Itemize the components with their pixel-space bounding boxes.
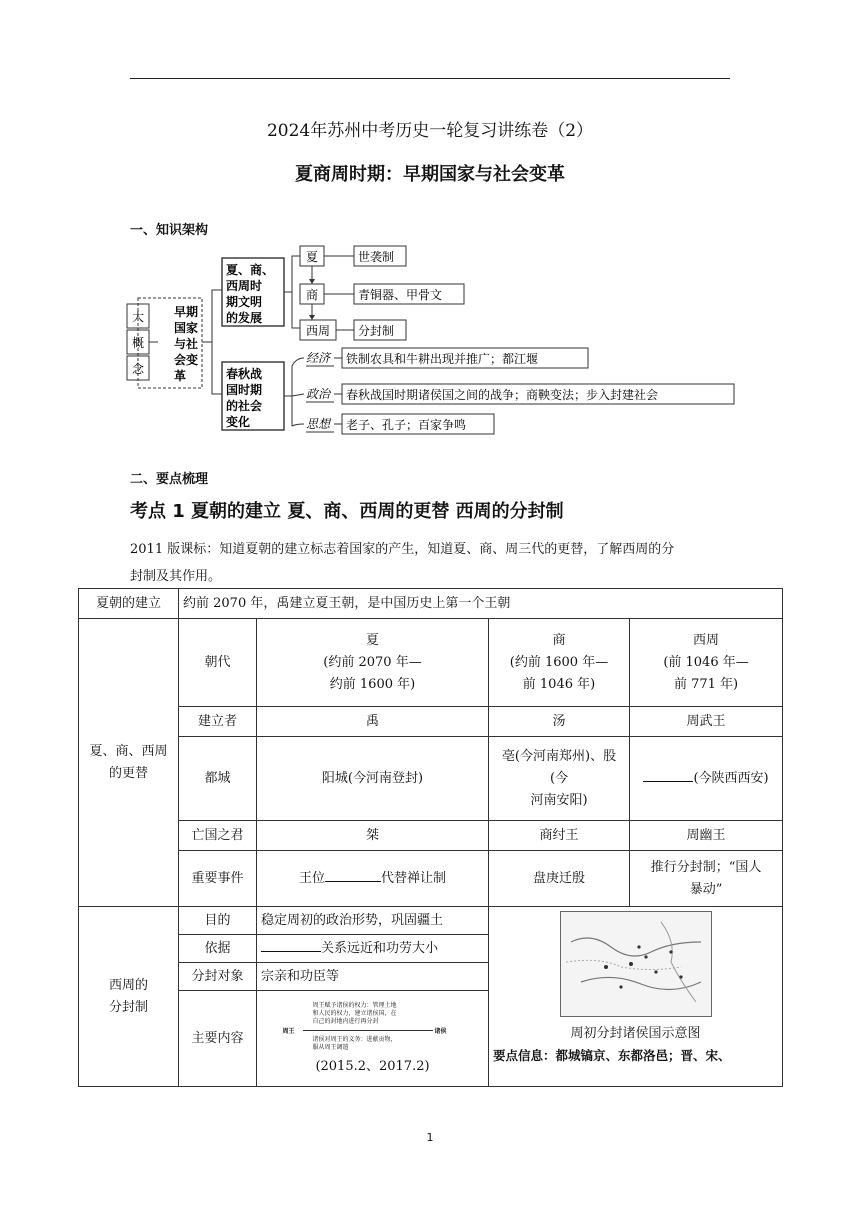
map-image bbox=[560, 911, 712, 1017]
sub-label: 都城 bbox=[179, 737, 257, 821]
cell-text: 禹 bbox=[257, 707, 489, 737]
table-row bbox=[79, 821, 783, 851]
dynasty-item: 世袭制 bbox=[358, 250, 395, 264]
dynasty-western-zhou bbox=[300, 320, 336, 340]
map-illustration bbox=[561, 912, 711, 1016]
fill-blank[interactable] bbox=[643, 767, 693, 782]
cell-line: (前 1046 年— bbox=[663, 654, 749, 670]
cell-line: (约前 2070 年— bbox=[323, 654, 422, 670]
content-cell bbox=[257, 991, 489, 1087]
small-line: 和人民的权力，建立诸侯国，在 bbox=[312, 1009, 397, 1017]
branch1-line: 西周时 bbox=[226, 279, 263, 293]
knowledge-framework-diagram bbox=[124, 238, 744, 438]
label-line: 夏、商、西周 bbox=[89, 743, 168, 759]
row-label: 夏朝的建立 bbox=[79, 589, 179, 619]
cell-text: 阳城(今河南登封) bbox=[257, 737, 489, 821]
table-row bbox=[79, 851, 783, 907]
branch1-line: 期文明 bbox=[226, 295, 263, 309]
dynasty-label: 商 bbox=[305, 288, 319, 302]
core-line: 与社 bbox=[174, 337, 199, 351]
cell-text: 宗亲和功臣等 bbox=[257, 963, 489, 991]
branch1-line: 夏、商、 bbox=[226, 263, 275, 277]
label-line: 的更替 bbox=[108, 765, 148, 781]
cell-line: 商 bbox=[552, 632, 566, 648]
branch2-line: 国时期 bbox=[226, 383, 263, 397]
map-caption: 周初分封诸侯国示意图 bbox=[570, 1026, 701, 1041]
cell-shang-capital bbox=[489, 737, 630, 821]
cell-text: 盘庚迁殷 bbox=[489, 851, 630, 907]
cell-text: 商纣王 bbox=[489, 821, 630, 851]
dynasty-label: 夏 bbox=[305, 250, 319, 264]
small-line: 周王赋予诸侯的权力：管理土地 bbox=[312, 1001, 397, 1009]
cell-line: 王位 bbox=[298, 871, 325, 886]
big-concept-char: 概 bbox=[131, 336, 145, 350]
table-row bbox=[79, 707, 783, 737]
fill-blank[interactable] bbox=[261, 937, 321, 952]
aspect-label: 思想 bbox=[306, 417, 331, 431]
sub-label: 主要内容 bbox=[179, 991, 257, 1087]
dynasty-xia bbox=[300, 246, 324, 266]
core-line: 革 bbox=[174, 369, 187, 383]
big-concept-char: 念 bbox=[131, 362, 145, 376]
aspect-item: 铁制农具和牛耕出现并推广；都江堰 bbox=[346, 352, 539, 366]
cell-shang bbox=[489, 619, 630, 707]
cell-basis bbox=[257, 935, 489, 963]
cell-line: 亳(今河南郑州)、股 bbox=[501, 748, 617, 764]
king-label: 周王 bbox=[282, 1027, 295, 1035]
cell-line: 暴动” bbox=[689, 881, 723, 897]
key-info: 要点信息：都城镐京、东都洛邑；晋、宋、 bbox=[493, 1048, 731, 1063]
curriculum-standard bbox=[130, 536, 740, 590]
aspect-item: 春秋战国时期诸侯国之间的战争；商鞅变法；步入封建社会 bbox=[346, 388, 659, 402]
sub-label: 目的 bbox=[179, 907, 257, 935]
branch2-line: 春秋战 bbox=[226, 367, 263, 381]
row-label bbox=[79, 619, 179, 907]
duties-text bbox=[313, 1036, 397, 1052]
cell-line: 西周 bbox=[693, 632, 720, 648]
content-diagram bbox=[283, 1000, 463, 1056]
standard-line: 2011 版课标：知道夏朝的建立标志着国家的产生，知道夏、商、周三代的更替，了解西周的分 bbox=[130, 542, 675, 557]
table-row bbox=[79, 737, 783, 821]
section-heading-keypoints: 二、要点梳理 bbox=[130, 472, 209, 487]
kaodian-title: 考点 1 夏朝的建立 夏、商、西周的更替 西周的分封制 bbox=[130, 501, 564, 522]
cell-text: 稳定周初的政治形势，巩固疆土 bbox=[257, 907, 489, 935]
cell-zhou-capital bbox=[630, 737, 783, 821]
branch-box-spring-autumn bbox=[222, 362, 284, 430]
lord-label: 诸侯 bbox=[434, 1027, 447, 1035]
cell-line: (今 bbox=[549, 770, 569, 786]
cell-zhou bbox=[630, 619, 783, 707]
standard-line: 封制及其作用。 bbox=[130, 569, 222, 584]
branch-box-early-dynasties bbox=[222, 258, 284, 326]
cell-line: 前 771 年) bbox=[673, 676, 739, 692]
top-rule bbox=[130, 78, 730, 79]
aspect-label: 经济 bbox=[306, 351, 331, 365]
section-heading-framework: 一、知识架构 bbox=[130, 223, 209, 238]
arrow-line bbox=[303, 1030, 433, 1031]
cell-line: (今陕西西安) bbox=[693, 771, 769, 786]
cell-line: 河南安阳) bbox=[530, 792, 588, 808]
cell-zhou-event bbox=[630, 851, 783, 907]
core-concept-box bbox=[138, 298, 202, 388]
sub-label: 重要事件 bbox=[179, 851, 257, 907]
aspect-label: 政治 bbox=[306, 387, 331, 401]
cell-text: 周幽王 bbox=[630, 821, 783, 851]
cell-text: 周武王 bbox=[630, 707, 783, 737]
table-row bbox=[79, 619, 783, 707]
small-line: 诸侯对周王的义务：进献贡物， bbox=[312, 1035, 397, 1043]
core-line: 会变 bbox=[174, 353, 199, 367]
cell-text: 桀 bbox=[257, 821, 489, 851]
sub-label: 亡国之君 bbox=[179, 821, 257, 851]
aspect-item: 老子、孔子；百家争鸣 bbox=[346, 418, 467, 432]
sub-label: 朝代 bbox=[179, 619, 257, 707]
exam-years: (2015.2、2017.2) bbox=[315, 1058, 430, 1074]
cell-line: 约前 1600 年) bbox=[329, 676, 416, 692]
table-row bbox=[79, 589, 783, 619]
table-row bbox=[79, 907, 783, 935]
cell-line: 前 1046 年) bbox=[522, 676, 596, 692]
dynasty-label: 西周 bbox=[305, 324, 331, 338]
map-cell bbox=[489, 907, 783, 1087]
branch2-line: 变化 bbox=[226, 415, 251, 429]
cell-line: 推行分封制；“国人 bbox=[650, 859, 762, 875]
cell-line: (约前 1600 年— bbox=[509, 654, 609, 670]
page-subtitle: 夏商周时期：早期国家与社会变革 bbox=[295, 164, 565, 185]
dynasty-item: 青铜器、甲骨文 bbox=[358, 288, 443, 302]
page-title: 2024年苏州中考历史一轮复习讲练卷（2） bbox=[266, 121, 594, 141]
row-label bbox=[79, 907, 179, 1087]
core-line: 早期 bbox=[174, 305, 199, 319]
label-line: 分封制 bbox=[108, 999, 148, 1015]
cell-line: 关系远近和功劳大小 bbox=[321, 941, 439, 956]
small-line: 自己的封地内进行再分封 bbox=[312, 1017, 379, 1025]
dynasty-shang bbox=[300, 284, 324, 304]
cell-line: 代替禅让制 bbox=[381, 871, 447, 886]
sub-label: 依据 bbox=[179, 935, 257, 963]
dynasty-item: 分封制 bbox=[358, 324, 395, 338]
cell-text: 汤 bbox=[489, 707, 630, 737]
cell-text: 约前 2070 年，禹建立夏王朝，是中国历史上第一个王朝 bbox=[179, 589, 783, 619]
cell-xia bbox=[257, 619, 489, 707]
label-line: 西周的 bbox=[108, 977, 148, 993]
sub-label: 分封对象 bbox=[179, 963, 257, 991]
branch1-line: 的发展 bbox=[226, 311, 263, 325]
rights-text bbox=[313, 1002, 397, 1026]
big-concept-char: 大 bbox=[131, 310, 145, 324]
cell-xia-event bbox=[257, 851, 489, 907]
fill-blank[interactable] bbox=[325, 867, 381, 882]
summary-table bbox=[78, 588, 783, 1087]
core-line: 国家 bbox=[174, 321, 199, 335]
branch2-line: 的社会 bbox=[226, 399, 263, 413]
sub-label: 建立者 bbox=[179, 707, 257, 737]
cell-line: 夏 bbox=[365, 632, 379, 648]
small-line: 服从周王调遣 bbox=[312, 1043, 349, 1051]
page-number: 1 bbox=[426, 1131, 434, 1144]
